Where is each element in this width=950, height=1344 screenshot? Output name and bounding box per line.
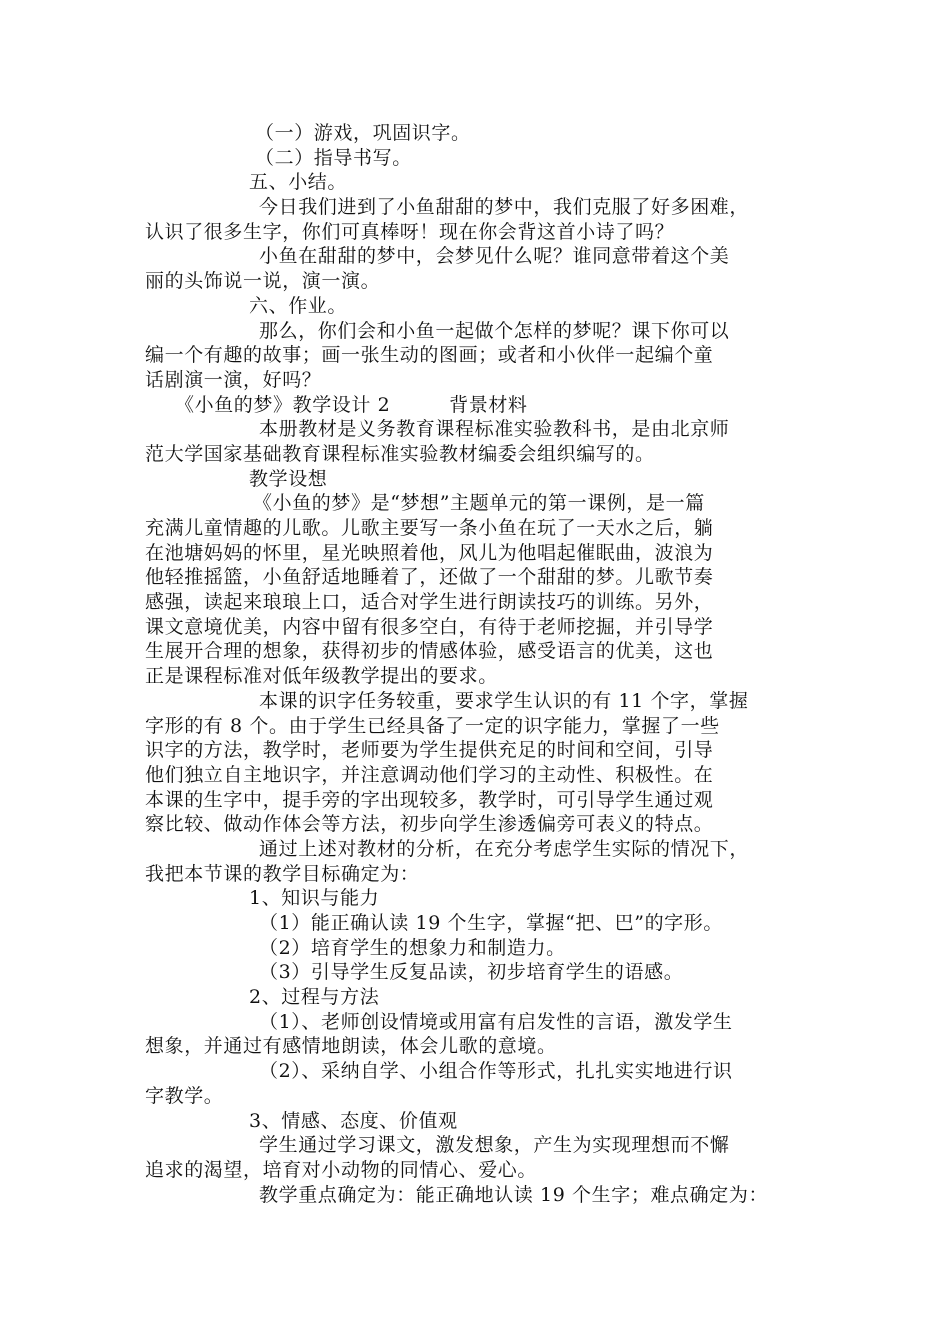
paragraph-line: 本册教材是义务教育课程标准实验教科书，是由北京师 bbox=[259, 418, 730, 441]
paragraph-line: 字教学。 bbox=[145, 1084, 224, 1107]
paragraph-line: 话剧演一演，好吗？ bbox=[145, 368, 322, 391]
paragraph-line: 正是课程标准对低年级教学提出的要求。 bbox=[145, 665, 498, 688]
paragraph-line: 感强，读起来琅琅上口，适合对学生进行朗读技巧的训练。另外， bbox=[145, 591, 714, 614]
paragraph-line: 在池塘妈妈的怀里，星光映照着他，风儿为他唱起催眠曲，波浪为 bbox=[145, 541, 714, 564]
paragraph-line: 充满儿童情趣的儿歌。儿歌主要写一条小鱼在玩了一天水之后，躺 bbox=[145, 517, 714, 539]
paragraph-line: 我把本节课的教学目标确定为： bbox=[145, 862, 420, 885]
paragraph-line: 小鱼在甜甜的梦中，会梦见什么呢？谁同意带着这个美 bbox=[259, 245, 730, 268]
text-line: （二）指导书写。 bbox=[255, 146, 412, 169]
list-item: （2）培育学生的想象力和制造力。 bbox=[259, 936, 566, 959]
list-item: （2）、采纳自学、小组合作等形式，扎扎实实地进行识 bbox=[259, 1060, 733, 1083]
paragraph-line: 通过上述对教材的分析，在充分考虑学生实际的情况下， bbox=[259, 837, 750, 860]
paragraph-line: 追求的渴望，培育对小动物的同情心、爱心。 bbox=[145, 1158, 538, 1181]
paragraph-line: 课文意境优美，内容中留有很多空白，有待于老师挖掘，并引导学 bbox=[145, 615, 714, 638]
paragraph-line: 范大学国家基础教育课程标准实验教材编委会组织编写的。 bbox=[145, 442, 655, 465]
section-heading: 3、情感、态度、价值观 bbox=[249, 1109, 458, 1132]
design-title: 《小鱼的梦》教学设计 2 背景材料 bbox=[175, 393, 528, 416]
section-heading: 1、知识与能力 bbox=[249, 887, 380, 910]
list-item: （1）、老师创设情境或用富有启发性的言语，激发学生 bbox=[259, 1010, 733, 1033]
paragraph-line: 《小鱼的梦》是“梦想”主题单元的第一课例，是一篇 bbox=[253, 492, 705, 515]
paragraph-line: 本课的生字中，提手旁的字出现较多，教学时，可引导学生通过观 bbox=[145, 788, 714, 811]
list-item: （3）引导学生反复品读，初步培育学生的语感。 bbox=[259, 961, 684, 984]
paragraph-line: 识字的方法，教学时，老师要为学生提供充足的时间和空间，引导 bbox=[145, 739, 714, 762]
list-item: （1）能正确认读 19 个生字，掌握“把、巴”的字形。 bbox=[259, 912, 723, 934]
paragraph-line: 学生通过学习课文，激发想象，产生为实现理想而不懈 bbox=[259, 1134, 730, 1157]
section-heading: 六、作业。 bbox=[249, 294, 348, 317]
paragraph-line: 他们独立自主地识字，并注意调动他们学习的主动性、积极性。在 bbox=[145, 763, 714, 786]
paragraph-line: 教学重点确定为：能正确地认读 19 个生字；难点确定为： bbox=[259, 1183, 769, 1206]
paragraph-line: 生展开合理的想象，获得初步的情感体验，感受语言的优美，这也 bbox=[145, 640, 714, 663]
paragraph-line: 那么，你们会和小鱼一起做个怎样的梦呢？课下你可以 bbox=[259, 319, 730, 342]
section-heading: 五、小结。 bbox=[249, 171, 348, 194]
paragraph-line: 察比较、做动作体会等方法，初步向学生渗透偏旁可表义的特点。 bbox=[145, 813, 714, 836]
document-page bbox=[145, 121, 825, 1207]
paragraph-line: 想象，并通过有感情地朗读，体会儿歌的意境。 bbox=[145, 1035, 557, 1058]
paragraph-line: 编一个有趣的故事；画一张生动的图画；或者和小伙伴一起编个童 bbox=[145, 344, 714, 367]
section-heading: 2、过程与方法 bbox=[249, 986, 380, 1009]
text-line: （一）游戏，巩固识字。 bbox=[255, 122, 471, 144]
section-heading: 教学设想 bbox=[249, 467, 328, 490]
paragraph-line: 丽的头饰说一说，演一演。 bbox=[145, 270, 381, 293]
paragraph-line: 他轻推摇篮，小鱼舒适地睡着了，还做了一个甜甜的梦。儿歌节奏 bbox=[145, 566, 714, 589]
paragraph-line: 字形的有 8 个。由于学生已经具备了一定的识字能力，掌握了一些 bbox=[145, 714, 720, 737]
paragraph-line: 今日我们进到了小鱼甜甜的梦中，我们克服了好多困难， bbox=[259, 196, 750, 219]
paragraph-line: 本课的识字任务较重，要求学生认识的有 11 个字，掌握 bbox=[259, 689, 749, 712]
paragraph-line: 认识了很多生字，你们可真棒呀！现在你会背这首小诗了吗？ bbox=[145, 220, 675, 243]
